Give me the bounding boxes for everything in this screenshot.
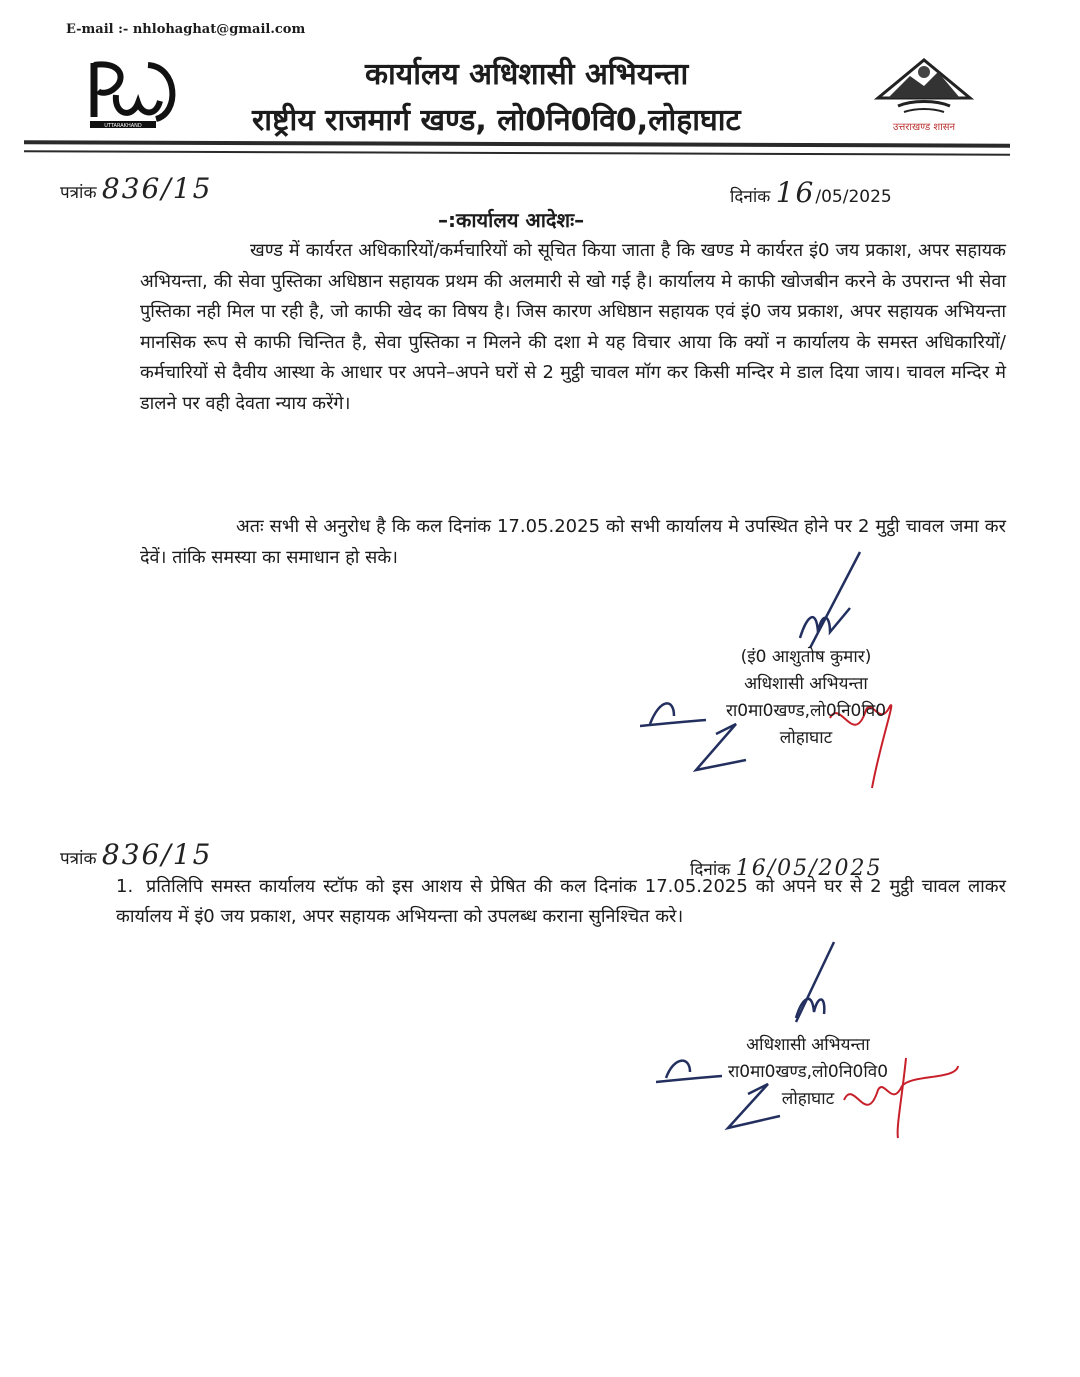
- order-date: [730, 176, 892, 209]
- signatory-title: अधिशासी अभियन्ता: [744, 674, 868, 694]
- signature-block-1: [716, 644, 896, 752]
- order-heading: –:कार्यालय आदेशः–: [438, 208, 585, 232]
- emblem-caption: उत्तराखण्ड शासन: [892, 122, 956, 133]
- signatory-office: रा0मा0खण्ड,लो0नि0वि0: [725, 701, 887, 721]
- order-paragraph-1: खण्ड में कार्यरत अधिकारियों/कर्मचारियों को सूचित किया जाता है कि खण्ड मे कार्यरत इं0 जय प्रकाश, अपर सहायक अभियन्ता, की सेवा पुस्तिका अधिष्ठान सहायक प्रथम की अलमारी से खो गई है। कार्यालय मे काफी खोजबीन करने के उपरान्त भी सेवा पुस्तिका नही मिल पा रही है, जो काफी खेद का विषय है। जिस कारण अधिष्ठान सहायक एवं इं0 जय प्रकाश, अपर सहायक अभियन्ता मानसिक रूप से काफी चिन्तित है, सेवा पुस्तिका न मिलने की दशा मे यह विचार आया कि क्यों न कार्यालय के समस्त अधिकारियों/कर्मचारियों से दैवीय आस्था के आधार पर अपने–अपने घरों से 2 मुट्ठी चावल मॉग कर किसी मन्दिर मे डाल दिया जाय। चावल मन्दिर मे डालने पर वही देवता न्याय करेंगे।: [140, 240, 1006, 414]
- copy-item: [116, 872, 1006, 932]
- header-rule-thin: [24, 150, 1010, 155]
- copy-signatory-office: रा0मा0खण्ड,लो0नि0वि0: [727, 1062, 889, 1082]
- signature-block-2: [718, 1032, 898, 1113]
- uttarakhand-emblem: [868, 50, 980, 138]
- signatory-name: (इं0 आशुतोष कुमार): [740, 647, 872, 667]
- copy-date-label: दिनांक: [690, 860, 731, 880]
- date-label: दिनांक: [730, 187, 771, 207]
- date-day: 16: [775, 176, 816, 209]
- copy-item-text: प्रतिलिपि समस्त कार्यालय स्टॉफ को इस आशय से प्रेषित की कल दिनांक 17.05.2025 को अपने घर से 2 मुट्ठी चावल लाकर कार्यालय में इं0 जय प्रकाश, अपर सहायक अभियन्ता को उपलब्ध कराना सुनिश्चित करे।: [116, 876, 1006, 927]
- pwd-logo-caption: UTTARAKHAND: [104, 123, 142, 129]
- office-subtitle: राष्ट्रीय राजमार्ग खण्ड, लो0नि0वि0,लोहाघाट: [252, 103, 741, 138]
- order-paragraph-2: अतः सभी से अनुरोध है कि कल दिनांक 17.05.2025 को सभी कार्यालय मे उपस्थित होने पर 2 मुट्ठी चावल जमा कर देवें। तांकि समस्या का समाधान हो सके।: [140, 516, 1006, 568]
- order-reference: [60, 172, 212, 205]
- pwd-logo: [86, 55, 182, 131]
- signatory-place: लोहाघाट: [779, 728, 833, 748]
- header-rule-thick: [24, 140, 1010, 147]
- date-rest: /05/2025: [815, 187, 892, 207]
- copy-item-number: 1.: [116, 876, 134, 897]
- copy-signatory-place: लोहाघाट: [781, 1089, 835, 1109]
- email-line: E-mail :- nhlohaghat@gmail.com: [66, 22, 306, 37]
- copy-ref-number: 836/15: [101, 838, 213, 871]
- ref-label: पत्रांक: [60, 183, 97, 203]
- office-title: कार्यालय अधिशासी अभियन्ता: [365, 57, 689, 92]
- copy-ref-label: पत्रांक: [60, 849, 97, 869]
- copy-signatory-title: अधिशासी अभियन्ता: [746, 1035, 870, 1055]
- ref-number: 836/15: [101, 172, 213, 205]
- copy-reference: [60, 838, 212, 871]
- copy-date-value: 16/05/2025: [735, 856, 883, 881]
